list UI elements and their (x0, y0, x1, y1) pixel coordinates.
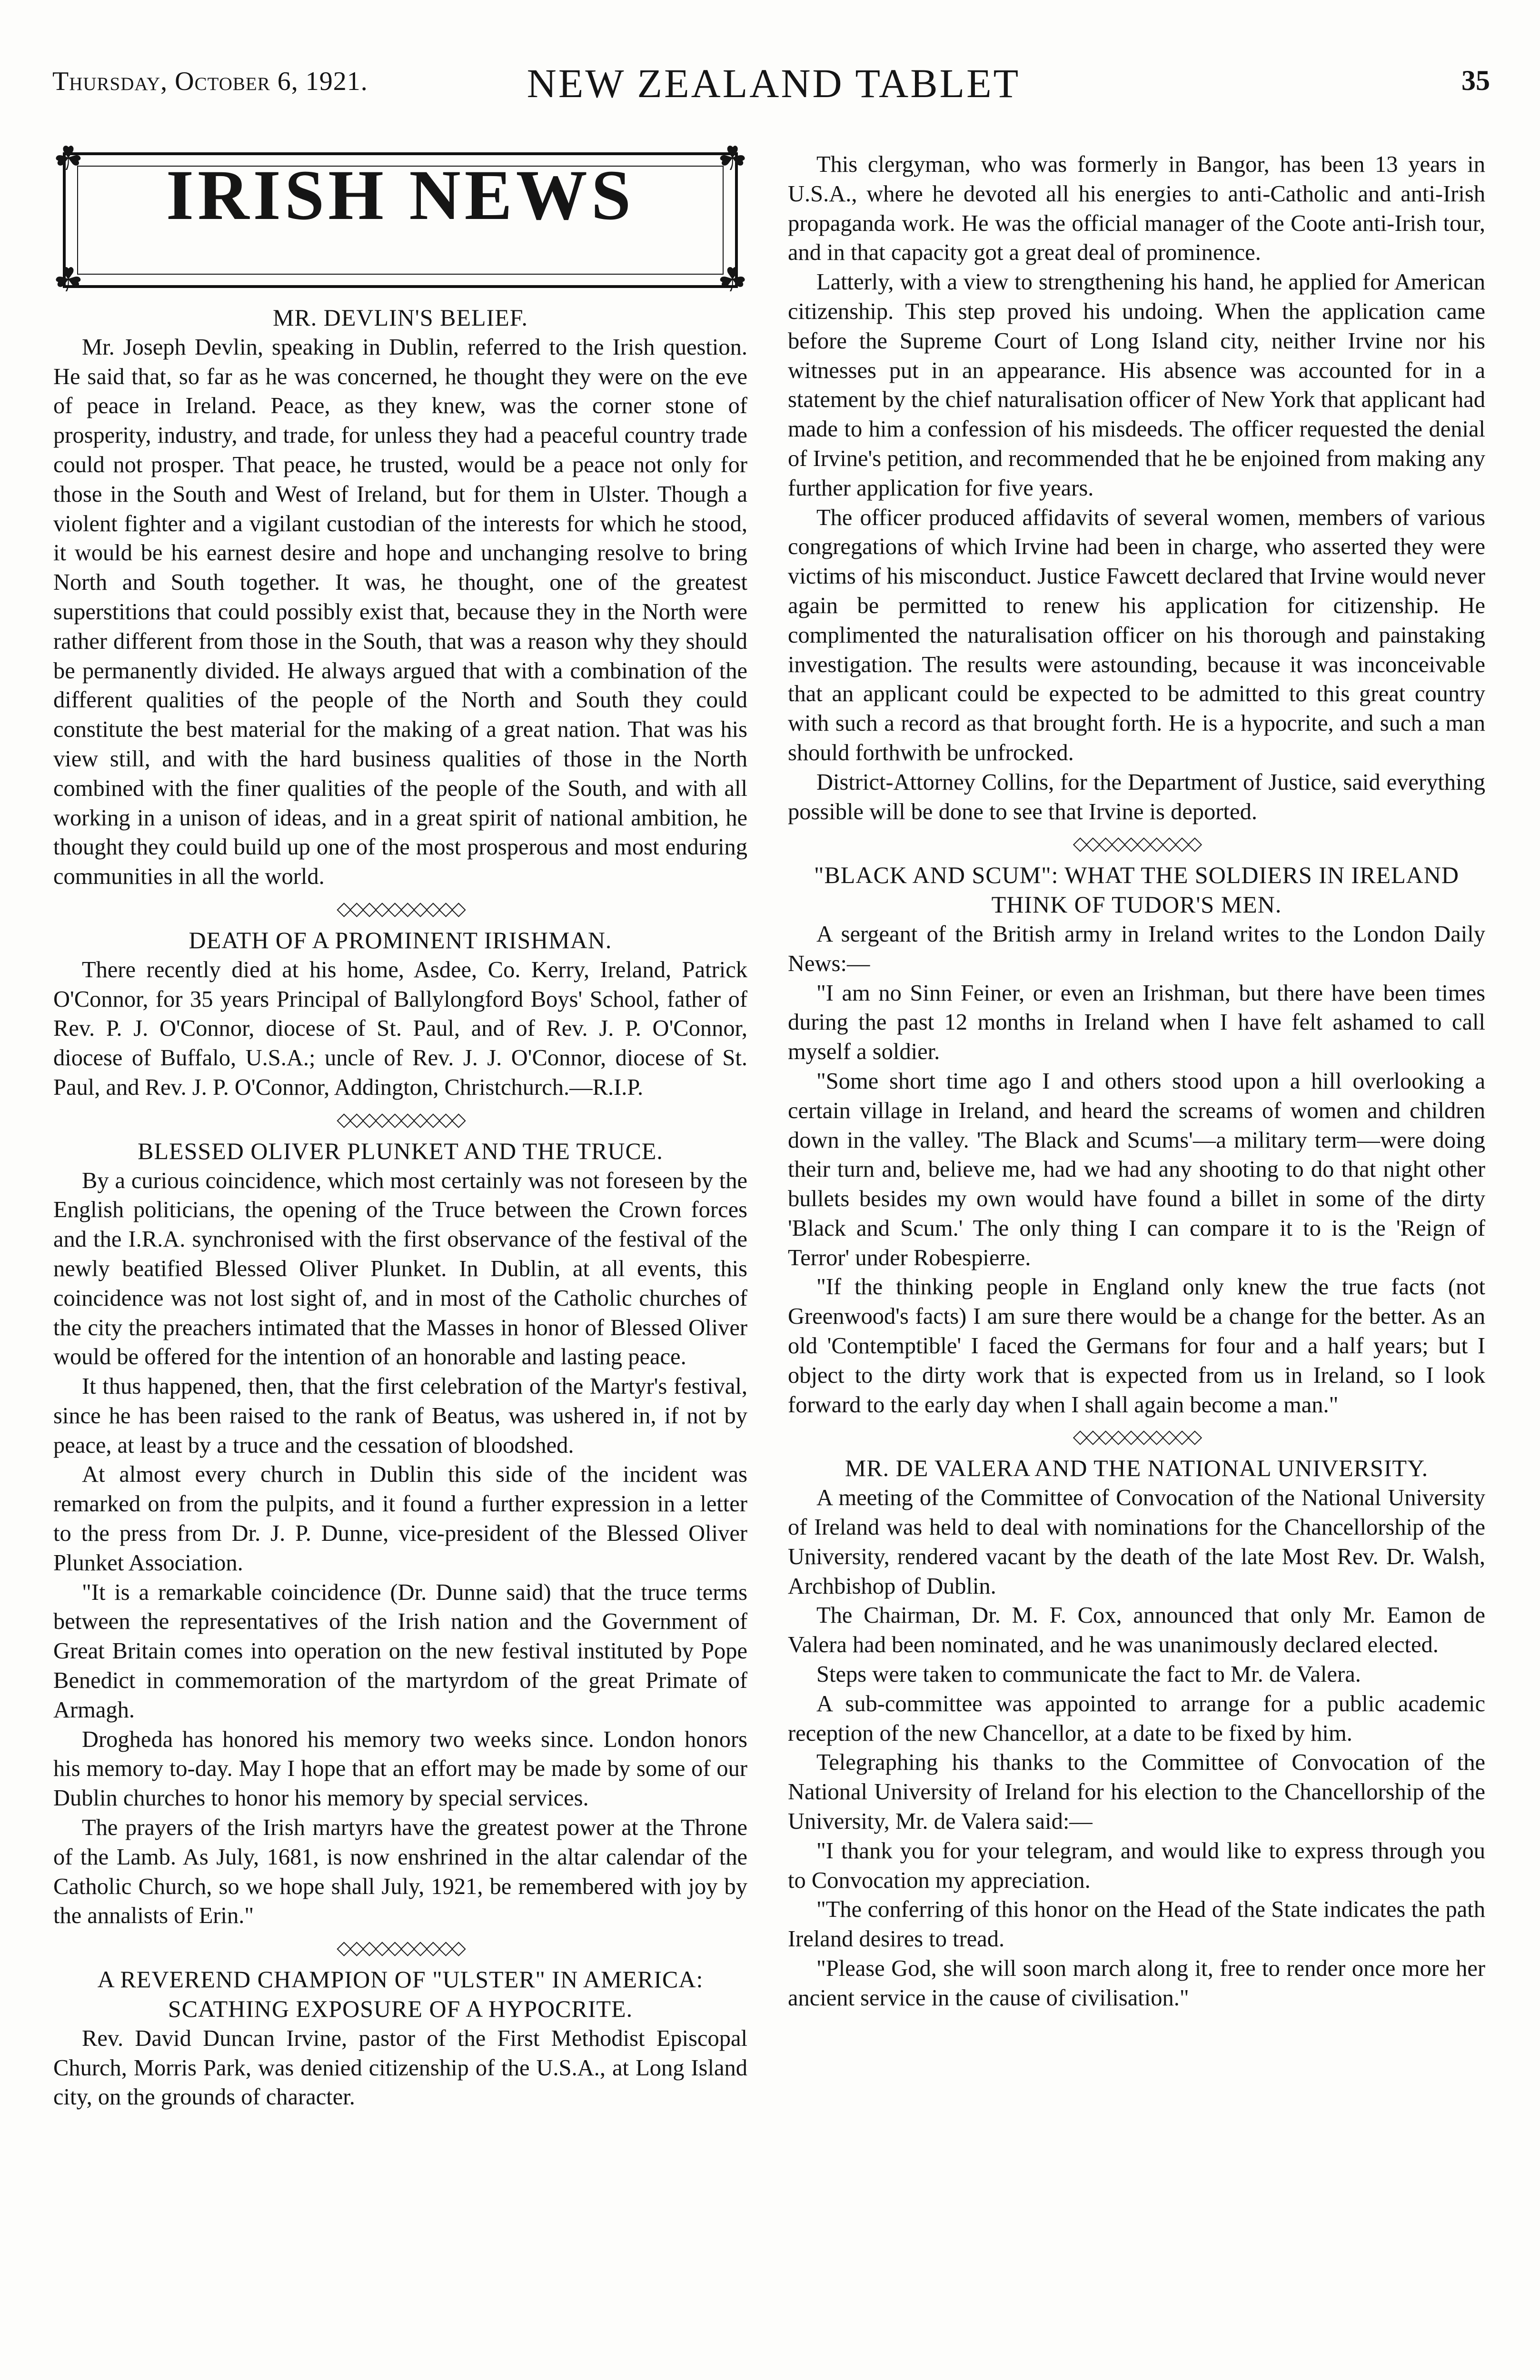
newspaper-title: NEW ZEALAND TABLET (527, 60, 1021, 106)
page-number: 35 (1461, 65, 1490, 96)
article-paragraph: At almost every church in Dublin this side of the incident was remarked on from the pulpits, and it found a further expression in a letter to the press from Dr. J. P. Dunne, vice-president of the Blessed Oliver Plunket Association. (53, 1462, 747, 1576)
shamrock-icon: ☘ (717, 141, 747, 178)
article-paragraph: Telegraphing his thanks to the Committee of Convocation of the National University of Ireland for his election to the Chancellorship of the University, Mr. de Valera said:— (788, 1750, 1485, 1835)
separator-ornament: ◇◇◇◇◇◇◇◇◇◇ (337, 897, 464, 919)
article-heading: MR. DE VALERA AND THE NATIONAL UNIVERSITY. (845, 1455, 1429, 1482)
article-heading: MR. DEVLIN'S BELIEF. (272, 304, 528, 331)
shamrock-icon: ☘ (53, 141, 83, 178)
section-banner (53, 143, 747, 298)
article-paragraph: By a curious coincidence, which most certainly was not foreseen by the English politicians, the opening of the Truce between the Crown forces and the I.R.A. synchronised with the first observance of the festival of the newly beatified Blessed Oliver Plunket. In Dublin, at all events, this coincidence was not lost sight of, and in most of the Catholic churches of the city the preachers intimated that the Masses in honor of Blessed Oliver would be offered for the intention of an honorable and lasting peace. (53, 1168, 747, 1370)
left-column (53, 143, 747, 2112)
article-paragraph: "Please God, she will soon march along it, free to render once more her ancient service in the cause of civilisation." (788, 1956, 1485, 2011)
article-paragraph: "I thank you for your telegram, and would like to express through you to Convocation my appreciation. (788, 1838, 1485, 1893)
article-paragraph: "If the thinking people in England only knew the true facts (not Greenwood's facts) I am sure there would be a change for the better. As an old 'Contemptible' I faced the Germans for four and a half years; but I object to the dirty work that is expected from us in Ireland, so I look forward to the early day when I shall again become a man." (788, 1274, 1485, 1418)
shamrock-icon: ☘ (717, 262, 747, 299)
masthead (52, 60, 1490, 107)
article-heading: DEATH OF A PROMINENT IRISHMAN. (189, 926, 612, 953)
article-paragraph: Mr. Joseph Devlin, speaking in Dublin, referred to the Irish question. He said that, so far as he was concerned, he thought they were on the eve of peace in Ireland. Peace, as they knew, was the corner stone of prosperity, industry, and trade, for unless they had a peaceful country trade could not prosper. That peace, he trusted, would be a peace not only for those in the South and West of Ireland, but for them in Ulster. Though a violent fighter and a vigilant custodian of the interests for which he stood, it would be his earnest desire and hope and unchanging resolve to bring North and South together. It was, he thought, one of the greatest superstitions that could possibly exist that, because they in the North were rather different from those in the South, that was a reason why they should be permanently divided. He always argued that with a combination of the different qualities of the people of the North and South they could constitute the best material for the making of a great nation. That was his view still, and with the hard business qualities of those in the North combined with the finer qualities of the people of the South, and with all working in a unison of ideas, and in a great spirit of national ambition, he thought they could build up one of the most prosperous and most enduring communities in all the world. (53, 334, 747, 890)
article-paragraph: Steps were taken to communicate the fact to Mr. de Valera. (816, 1662, 1361, 1687)
article-paragraph: "The conferring of this honor on the Head of the State indicates the path Ireland desires to tread. (788, 1897, 1485, 1952)
shamrock-icon: ☘ (53, 262, 83, 299)
article-paragraph: The officer produced affidavits of several women, members of various congregations of which Irvine had been in charge, who asserted they were victims of his misconduct. Justice Fawcett declared that Irvine would never again be permitted to renew his application for citizenship. He complimented the naturalisation officer on his thorough and painstaking investigation. The results were astounding, because it was inconceivable that an applicant could be expected to be admitted to this great country with such a record as that brought forth. He is a hypocrite, and such a man should forthwith be unfrocked. (788, 505, 1485, 765)
article-paragraph: There recently died at his home, Asdee, Co. Kerry, Ireland, Patrick O'Connor, for 35 years Principal of Ballylongford Boys' School, father of Rev. P. J. O'Connor, diocese of St. Paul, and of Rev. J. P. O'Connor, diocese of Buffalo, U.S.A.; uncle of Rev. J. J. O'Connor, diocese of St. Paul, and Rev. J. P. O'Connor, Addington, Christchurch.—R.I.P. (53, 957, 747, 1100)
article-paragraph: Rev. David Duncan Irvine, pastor of the First Methodist Episcopal Church, Morris Park, was denied citizenship of the U.S.A., at Long Island city, on the grounds of character. (53, 2025, 747, 2110)
issue-date: Thursday, October 6, 1921. (52, 67, 368, 96)
article-paragraph: A sub-committee was appointed to arrange for a public academic reception of the new Chancellor, at a date to be fixed by him. (788, 1691, 1485, 1746)
article-paragraph: The prayers of the Irish martyrs have the greatest power at the Throne of the Lamb. As July, 1681, is now enshrined in the altar calendar of the Catholic Church, so we hope shall July, 1921, be remembered with joy by the annalists of Erin." (53, 1815, 747, 1929)
article-paragraph: Latterly, with a view to strengthening his hand, he applied for American citizenship. This step proved his undoing. When the application came before the Supreme Court of Long Island city, neither Irvine nor his witnesses put in an appearance. His absence was accounted for in a statement by the chief naturalisation officer of New York that applicant had made to him a confession of his misdeeds. The officer requested the denial of Irvine's petition, and recommended that he be enjoined from making any further application for five years. (788, 269, 1485, 501)
separator-ornament: ◇◇◇◇◇◇◇◇◇◇ (1073, 833, 1201, 854)
article-paragraph: "It is a remarkable coincidence (Dr. Dunne said) that the truce terms between the representatives of the Irish nation and the Government of Great Britain comes into operation on the new festival instituted by Pope Benedict in commemoration of the martyrdom of the great Primate of Armagh. (53, 1579, 747, 1723)
article-heading: BLESSED OLIVER PLUNKET AND THE TRUCE. (138, 1137, 663, 1164)
separator-ornament: ◇◇◇◇◇◇◇◇◇◇ (337, 1108, 464, 1130)
article-paragraph: This clergyman, who was formerly in Bangor, has been 13 years in U.S.A., where he devoted all his energies to anti-Catholic and anti-Irish propaganda work. He was the official manager of the Coote anti-Irish tour, and in that capacity got a great deal of prominence. (788, 152, 1485, 266)
article-paragraph: A sergeant of the British army in Ireland writes to the London Daily News:— (788, 921, 1485, 976)
article-paragraph: "Some short time ago I and others stood upon a hill overlooking a certain village in Ireland, and heard the screams of women and children down in the valley. 'The Black and Scums'—a military term—were doing their turn and, believe me, had we had any shooting to do that night other bullets besides my own would have found a billet in some of the dirty 'Black and Scum.' The only thing I can compare it to is the 'Reign of Terror' under Robespierre. (788, 1068, 1485, 1270)
right-column (788, 150, 1485, 2013)
article-heading: "BLACK AND SCUM": WHAT THE SOLDIERS IN IRELAND THINK OF TUDOR'S MEN. (814, 862, 1459, 918)
article-heading: A REVEREND CHAMPION OF "ULSTER" IN AMERICA: SCATHING EXPOSURE OF A HYPOCRITE. (97, 1966, 704, 2023)
article-paragraph: It thus happened, then, that the first celebration of the Martyr's festival, since he has been raised to the rank of Beatus, was ushered in, if not by peace, at least by a truce and the cessation of bloodshed. (53, 1374, 747, 1458)
separator-ornament: ◇◇◇◇◇◇◇◇◇◇ (337, 1937, 464, 1959)
separator-ornament: ◇◇◇◇◇◇◇◇◇◇ (1073, 1426, 1201, 1448)
article-paragraph: The Chairman, Dr. M. F. Cox, announced that only Mr. Eamon de Valera had been nominated, and he was unanimously declared elected. (788, 1603, 1485, 1658)
article-paragraph: "I am no Sinn Feiner, or even an Irishman, but there have been times during the past 12 months in Ireland when I have felt ashamed to call myself a soldier. (788, 980, 1485, 1065)
article-paragraph: Drogheda has honored his memory two weeks since. London honors his memory to-day. May I hope that an effort may be made by some of our Dublin churches to honor his memory by special services. (53, 1726, 747, 1811)
article-paragraph: District-Attorney Collins, for the Department of Justice, said everything possible will be done to see that Irvine is deported. (788, 769, 1485, 824)
article-paragraph: A meeting of the Committee of Convocation of the National University of Ireland was held to deal with nominations for the Chancellorship of the University, rendered vacant by the death of the late Most Rev. Dr. Walsh, Archbishop of Dublin. (788, 1485, 1485, 1599)
section-title: IRISH NEWS (166, 156, 635, 235)
